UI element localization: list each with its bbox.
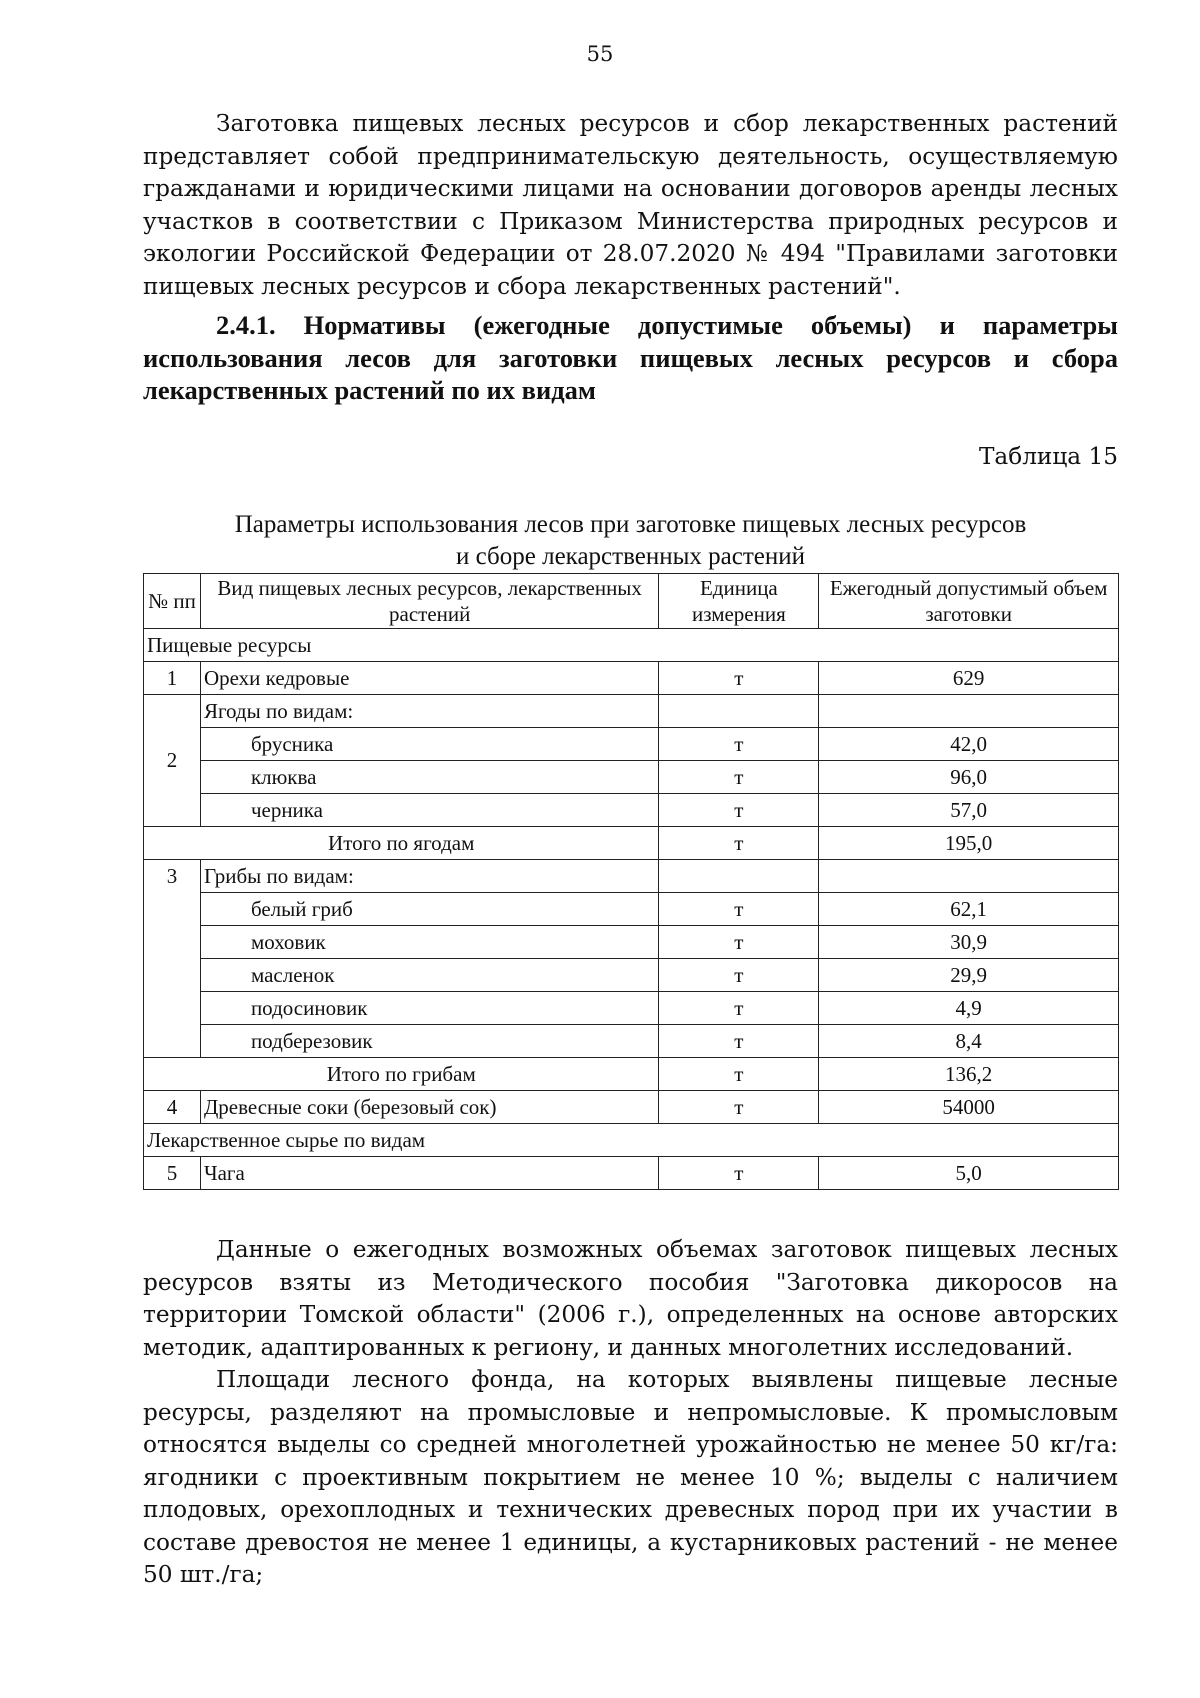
cell-no: 5 — [144, 1157, 201, 1190]
cell-volume: 57,0 — [819, 794, 1119, 827]
cell-volume: 8,4 — [819, 1025, 1119, 1058]
data-source-paragraph: Данные о ежегодных возможных объемах заготовок пищевых лесных ресурсов взяты из Методического пособия "Заготовка дикоросов на территории Томской области" (2006 г.), определенных на основе авторских методик, адаптированных к региону, и данных многолетних исследований. — [143, 1236, 1118, 1361]
cell-volume: 5,0 — [819, 1157, 1119, 1190]
cell-name: клюква — [200, 761, 658, 794]
header-no: № пп — [144, 574, 201, 629]
cell-unit: т — [659, 926, 819, 959]
section-row-food — [144, 629, 1119, 662]
table-row — [144, 794, 1119, 827]
cell-unit: т — [659, 662, 819, 695]
cell-group-title: Ягоды по видам: — [200, 695, 658, 728]
cell-volume: 4,9 — [819, 992, 1119, 1025]
table-row — [144, 860, 1119, 893]
cell-unit-empty — [659, 695, 819, 728]
areas-paragraph: Площади лесного фонда, на которых выявлены пищевые лесные ресурсы, разделяют на промысловые и непромысловые. К промысловым относятся выделы со средней многолетней урожайностью не менее 50 кг/га: ягодники с проективным покрытием не менее 10 %; выделы с наличием плодовых, орехоплодных и технических древесных пород при их участии в составе древостоя не менее 1 единицы, а кустарниковых растений - не менее 50 шт./га; — [143, 1366, 1118, 1588]
table-row — [144, 1025, 1119, 1058]
table-total-row — [144, 1058, 1119, 1091]
table-total-row — [144, 827, 1119, 860]
cell-total-volume: 195,0 — [819, 827, 1119, 860]
table-row — [144, 662, 1119, 695]
section-food-label: Пищевые ресурсы — [144, 629, 1119, 662]
cell-unit: т — [659, 893, 819, 926]
table-caption — [143, 509, 1118, 573]
table-header-row — [144, 574, 1119, 629]
cell-name: Чага — [200, 1157, 658, 1190]
cell-name: масленок — [200, 959, 658, 992]
cell-name: подосиновик — [200, 992, 658, 1025]
page-number: 55 — [586, 42, 614, 66]
intro-paragraph: Заготовка пищевых лесных ресурсов и сбор лекарственных растений представляет собой предпринимательскую деятельность, осуществляемую гражданами и юридическими лицами на основании договоров аренды лесных участков в соответствии с Приказом Министерства природных ресурсов и экологии Российской Федерации от 28.07.2020 № 494 "Правилами заготовки пищевых лесных ресурсов и сбора лекарственных растений". — [143, 110, 1118, 300]
table-row — [144, 761, 1119, 794]
cell-no: 1 — [144, 662, 201, 695]
table-row — [144, 992, 1119, 1025]
cell-name: белый гриб — [200, 893, 658, 926]
table-row — [144, 959, 1119, 992]
cell-no: 3 — [144, 860, 201, 1058]
section-heading: 2.4.1. Нормативы (ежегодные допустимые объемы) и параметры использования лесов для заготовки пищевых лесных ресурсов и сбора лекарственных растений по их видам — [143, 310, 1118, 405]
cell-group-title: Грибы по видам: — [200, 860, 658, 893]
cell-volume-empty — [819, 860, 1119, 893]
cell-volume: 30,9 — [819, 926, 1119, 959]
cell-volume: 629 — [819, 662, 1119, 695]
cell-name: подберезовик — [200, 1025, 658, 1058]
table-row — [144, 1157, 1119, 1190]
cell-total-label: Итого по ягодам — [144, 827, 659, 860]
section-row-medicinal — [144, 1124, 1119, 1157]
cell-volume: 62,1 — [819, 893, 1119, 926]
cell-unit: т — [659, 959, 819, 992]
header-volume: Ежегодный допустимый объем заготовки — [819, 574, 1119, 629]
cell-name: брусника — [200, 728, 658, 761]
cell-unit: т — [659, 1058, 819, 1091]
cell-unit-empty — [659, 860, 819, 893]
table-number: Таблица 15 — [978, 443, 1118, 470]
table-caption-line2: и сборе лекарственных растений — [456, 543, 805, 570]
cell-unit: т — [659, 992, 819, 1025]
table-row — [144, 695, 1119, 728]
table-row — [144, 728, 1119, 761]
cell-name: моховик — [200, 926, 658, 959]
cell-name: Древесные соки (березовый сок) — [200, 1091, 658, 1124]
cell-total-volume: 136,2 — [819, 1058, 1119, 1091]
table-row — [144, 1091, 1119, 1124]
cell-unit: т — [659, 1025, 819, 1058]
header-name: Вид пищевых лесных ресурсов, лекарственных растений — [200, 574, 658, 629]
cell-volume: 42,0 — [819, 728, 1119, 761]
cell-unit: т — [659, 794, 819, 827]
table-caption-line1: Параметры использования лесов при заготовке пищевых лесных ресурсов — [234, 511, 1027, 538]
cell-name: Орехи кедровые — [200, 662, 658, 695]
section-medicinal-label: Лекарственное сырье по видам — [144, 1124, 1119, 1157]
cell-no: 4 — [144, 1091, 201, 1124]
cell-unit: т — [659, 728, 819, 761]
cell-volume: 96,0 — [819, 761, 1119, 794]
cell-no: 2 — [144, 695, 201, 827]
table-row — [144, 893, 1119, 926]
cell-unit: т — [659, 1157, 819, 1190]
cell-unit: т — [659, 761, 819, 794]
cell-total-label: Итого по грибам — [144, 1058, 659, 1091]
cell-volume-empty — [819, 695, 1119, 728]
cell-unit: т — [659, 1091, 819, 1124]
cell-volume: 54000 — [819, 1091, 1119, 1124]
cell-unit: т — [659, 827, 819, 860]
resources-table — [143, 573, 1119, 1190]
cell-volume: 29,9 — [819, 959, 1119, 992]
table-row — [144, 926, 1119, 959]
header-unit: Единица измерения — [659, 574, 819, 629]
cell-name: черника — [200, 794, 658, 827]
